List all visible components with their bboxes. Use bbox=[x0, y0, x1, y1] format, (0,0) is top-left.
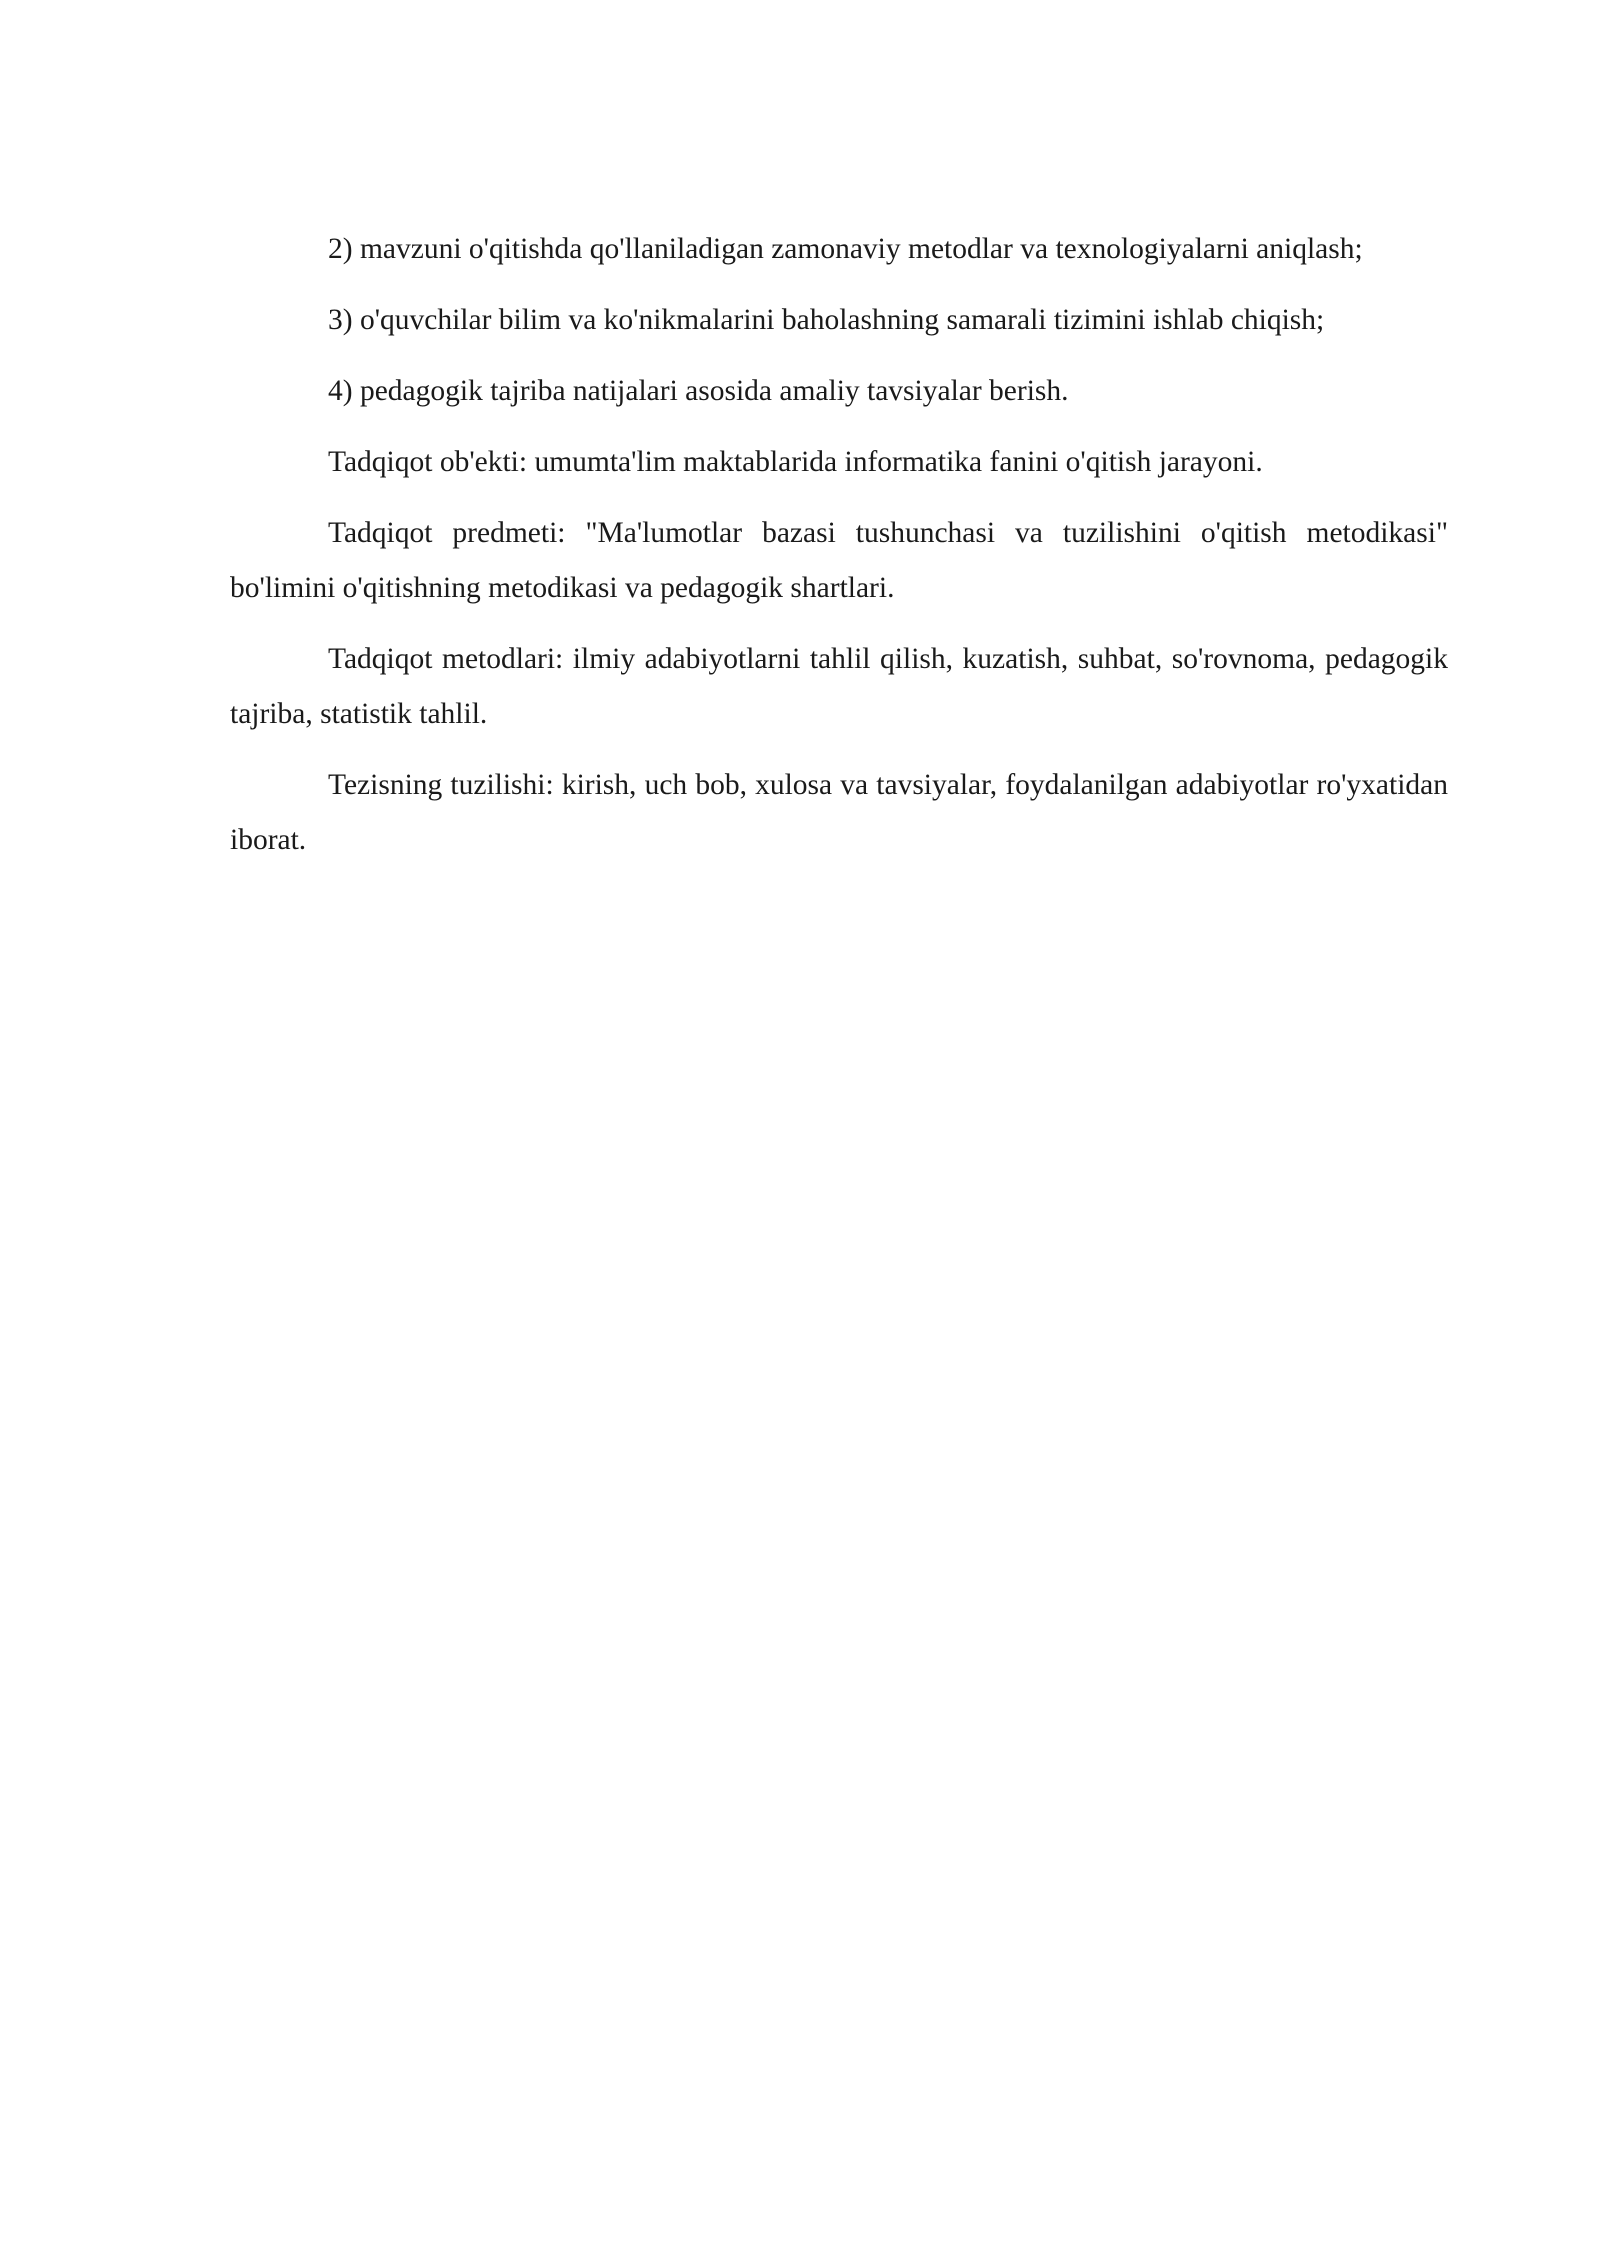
thesis-structure-paragraph: Tezisning tuzilishi: kirish, uch bob, xulosa va tavsiyalar, foydalanilgan adabiyotlar ro'yxatidan iborat. bbox=[230, 769, 1448, 856]
research-object-paragraph: Tadqiqot ob'ekti: umumta'lim maktablarida informatika fanini o'qitish jarayoni. bbox=[328, 446, 1263, 478]
list-item-aim-4: 4) pedagogik tajriba natijalari asosida amaliy tavsiyalar berish. bbox=[328, 375, 1069, 407]
document-body bbox=[230, 222, 1448, 884]
research-methods-paragraph: Tadqiqot metodlari: ilmiy adabiyotlarni tahlil qilish, kuzatish, suhbat, so'rovnoma, pedagogik tajriba, statistik tahlil. bbox=[230, 643, 1448, 730]
list-item-aim-2: 2) mavzuni o'qitishda qo'llaniladigan zamonaviy metodlar va texnologiyalarni aniqlash; bbox=[328, 233, 1363, 265]
research-subject-paragraph: Tadqiqot predmeti: "Ma'lumotlar bazasi tushunchasi va tuzilishini o'qitish metodikasi" bo'limini o'qitishning metodikasi va pedagogik shartlari. bbox=[230, 517, 1448, 604]
list-item-aim-3: 3) o'quvchilar bilim va ko'nikmalarini baholashning samarali tizimini ishlab chiqish; bbox=[328, 304, 1325, 336]
